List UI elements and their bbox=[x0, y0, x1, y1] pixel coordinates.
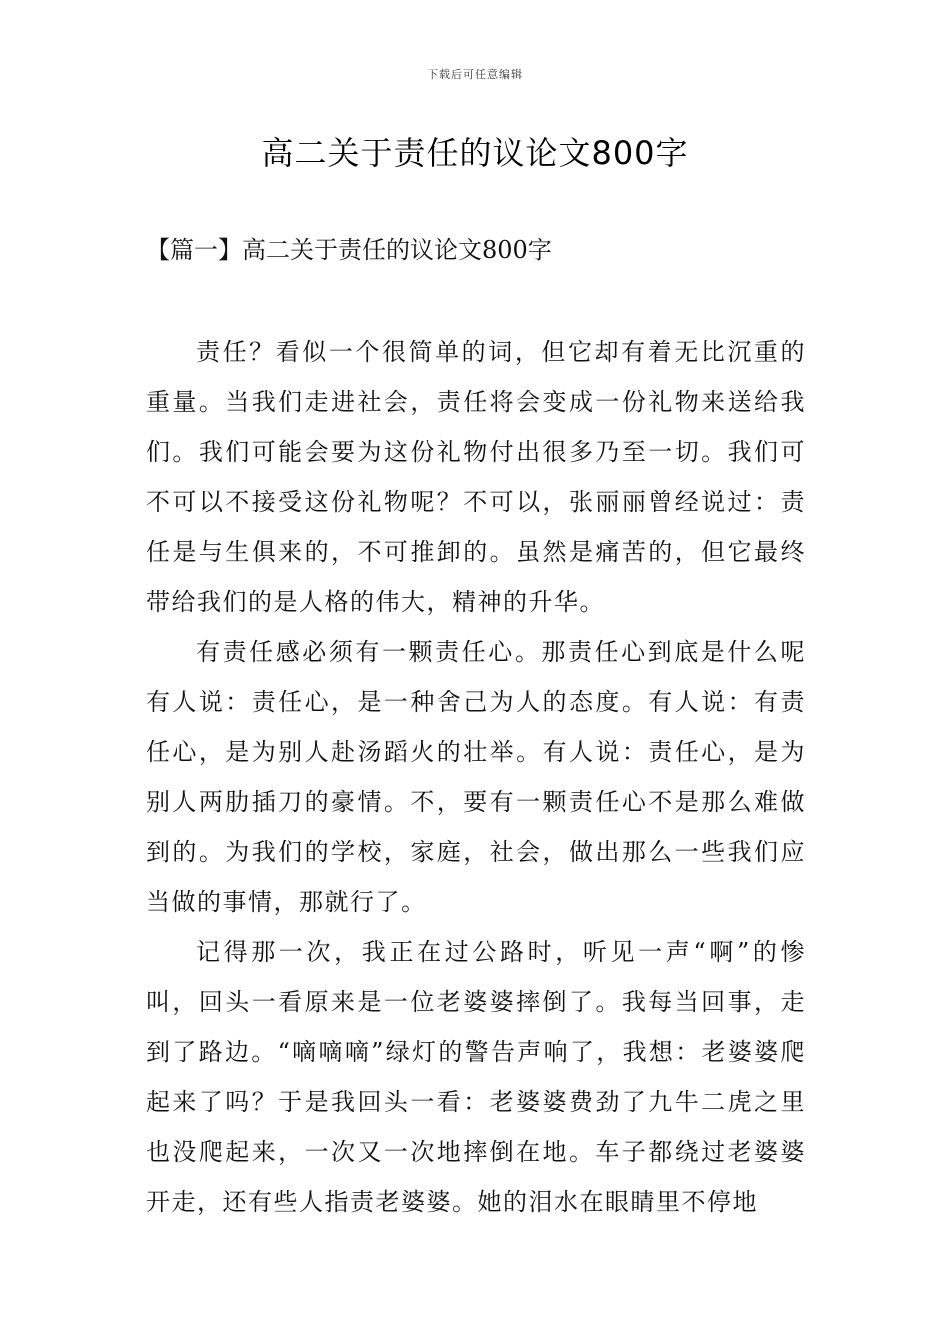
section-heading: 【篇一】高二关于责任的议论文800字 bbox=[146, 236, 552, 264]
paragraph-1: 责任？看似一个很简单的词，但它却有着无比沉重的重量。当我们走进社会，责任将会变成一份礼物来送给我们。我们可能会要为这份礼物付出很多乃至一切。我们可不可以不接受这份礼物呢？不可以，张丽丽曾经说过：责任是与生俱来的，不可推卸的。虽然是痛苦的，但它最终带给我们的是人格的伟大，精神的升华。 bbox=[146, 338, 806, 616]
paragraph-2: 有责任感必须有一颗责任心。那责任心到底是什么呢有人说：责任心，是一种舍己为人的态度。有人说：有责任心，是为别人赴汤蹈火的壮举。有人说：责任心，是为别人两肋插刀的豪情。不，要有一颗责任心不是那么难做到的。为我们的学校，家庭，社会，做出那么一些我们应当做的事情，那就行了。 bbox=[146, 638, 806, 916]
header-note: 下载后可任意编辑 bbox=[427, 68, 523, 81]
paragraph-3: 记得那一次，我正在过公路时，听见一声“啊”的惨叫，回头一看原来是一位老婆婆摔倒了。我每当回事，走到了路边。“嘀嘀嘀”绿灯的警告声响了，我想：老婆婆爬起来了吗？于是我回头一看：老婆婆费劲了九牛二虎之里也没爬起来，一次又一次地摔倒在地。车子都绕过老婆婆开走，还有些人指责老婆婆。她的泪水在眼睛里不停地 bbox=[146, 938, 806, 1216]
document-title: 高二关于责任的议论文800字 bbox=[261, 134, 689, 172]
body-text bbox=[146, 327, 806, 1227]
